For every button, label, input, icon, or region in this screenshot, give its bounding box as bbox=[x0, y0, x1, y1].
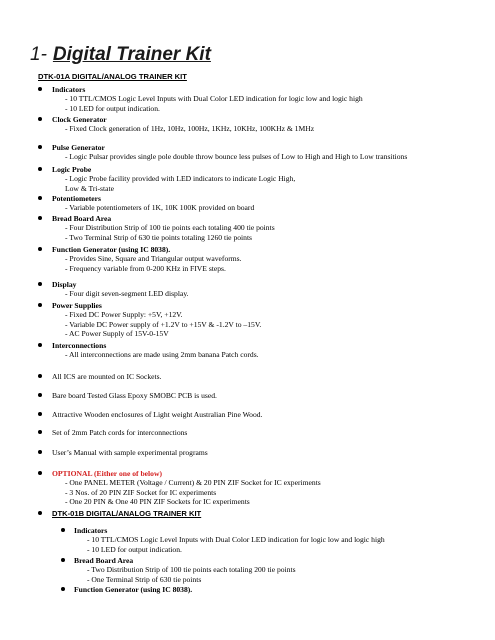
feature-item bbox=[52, 410, 262, 419]
bullet-icon bbox=[38, 87, 42, 91]
bullet-icon bbox=[38, 450, 42, 454]
optional-section-line: - One PANEL METER (Voltage / Current) & 20 PIN ZIF Socket for IC experiments bbox=[65, 478, 321, 488]
kit-a-section-line: Low & Tri-state bbox=[65, 183, 114, 193]
kit-a-section-line: - Fixed DC Power Supply: +5V, +12V. bbox=[65, 310, 183, 320]
kit-a-section-line: - Four Distribution Strip of 100 tie points each totaling 400 tie points bbox=[65, 223, 275, 233]
kit-b-section-heading: Function Generator (using IC 8038). bbox=[74, 585, 193, 594]
bullet-icon bbox=[38, 374, 42, 378]
bullet-icon bbox=[38, 393, 42, 397]
kit-a-section bbox=[52, 143, 407, 162]
kit-a-section-line: - Frequency variable from 0-200 KHz in FIVE steps. bbox=[65, 263, 226, 273]
optional-section bbox=[52, 469, 321, 507]
kit-a-section-heading: Pulse Generator bbox=[52, 143, 105, 152]
bullet-icon bbox=[38, 511, 42, 515]
kit-a-section-heading: Interconnections bbox=[52, 341, 107, 350]
bullet-icon bbox=[61, 528, 65, 532]
kit-a-section-heading: Function Generator (using IC 8038). bbox=[52, 245, 171, 254]
kit-a-section bbox=[52, 165, 295, 193]
kit-b-heading-heading: DTK-01B DIGITAL/ANALOG TRAINER KIT bbox=[52, 509, 202, 518]
feature-item-heading: Bare board Tested Glass Epoxy SMOBC PCB is used. bbox=[52, 391, 217, 400]
optional-section-line: - 3 Nos. of 20 PIN ZIF Socket for IC experiments bbox=[65, 487, 217, 497]
bullet-icon bbox=[61, 587, 65, 591]
kit-b-section-line: - Two Distribution Strip of 100 tie points each totaling 200 tie points bbox=[87, 565, 296, 575]
kit-a-section bbox=[52, 341, 259, 360]
feature-item-heading: User’s Manual with sample experimental programs bbox=[52, 448, 208, 457]
bullet-icon bbox=[61, 558, 65, 562]
kit-a-section-heading: Potentiometers bbox=[52, 194, 101, 203]
bullet-icon bbox=[38, 471, 42, 475]
kit-a-section-line: - All interconnections are made using 2mm banana Patch cords. bbox=[65, 350, 259, 360]
kit-a-section-line: - Variable potentiometers of 1K, 10K 100K provided on board bbox=[65, 203, 255, 213]
kit-a-section-line: - Two Terminal Strip of 630 tie points totaling 1260 tie points bbox=[65, 232, 253, 242]
feature-item-heading: Attractive Wooden enclosures of Light weight Australian Pine Wood. bbox=[52, 410, 263, 419]
kit-a-section bbox=[52, 214, 275, 242]
kit-a-section bbox=[52, 85, 363, 113]
page-title bbox=[30, 44, 211, 66]
kit-a-section-line: - Fixed Clock generation of 1Hz, 10Hz, 100Hz, 1KHz, 10KHz, 100KHz & 1MHz bbox=[65, 124, 315, 134]
bullet-icon bbox=[38, 167, 42, 171]
optional-section-line: - One 20 PIN & One 40 PIN ZIF Sockets for IC experiments bbox=[65, 497, 250, 507]
kit-a-section-heading: Display bbox=[52, 280, 77, 289]
kit-a-section-heading: Bread Board Area bbox=[52, 214, 112, 223]
kit-a-section-heading: Clock Generator bbox=[52, 115, 107, 124]
bullet-icon bbox=[38, 412, 42, 416]
feature-item bbox=[52, 448, 208, 457]
kit-a-section-line: - Variable DC Power supply of +1.2V to +15V & -1.2V to –15V. bbox=[65, 319, 262, 329]
kit-b-section bbox=[74, 526, 385, 554]
title-text: Digital Trainer Kit bbox=[52, 44, 211, 65]
feature-item bbox=[52, 428, 187, 437]
bullet-icon bbox=[38, 430, 42, 434]
kit-a-section bbox=[52, 301, 261, 339]
kit-b-section bbox=[74, 585, 192, 594]
kit-a-section bbox=[52, 245, 242, 273]
bullet-icon bbox=[38, 117, 42, 121]
kit-b-section-heading: Bread Board Area bbox=[74, 556, 134, 565]
kit-a-section-line: - 10 TTL/CMOS Logic Level Inputs with Dual Color LED indication for logic low and logic high bbox=[65, 94, 363, 104]
bullet-icon bbox=[38, 343, 42, 347]
feature-item bbox=[52, 391, 217, 400]
kit-a-section bbox=[52, 115, 314, 134]
kit-a-section-line: - Four digit seven-segment LED display. bbox=[65, 289, 189, 299]
kit-a-section-line: - Logic Pulsar provides single pole double throw bounce less pulses of Low to High and High to Low transitions bbox=[65, 152, 408, 162]
kit-b-section-line: - 10 TTL/CMOS Logic Level Inputs with Dual Color LED indication for logic low and logic high bbox=[87, 535, 385, 545]
bullet-icon bbox=[38, 247, 42, 251]
bullet-icon bbox=[38, 282, 42, 286]
kit-a-section-heading: Power Supplies bbox=[52, 301, 102, 310]
kit-a-section-line: - Logic Probe facility provided with LED indicators to indicate Logic High, bbox=[65, 174, 296, 184]
kit-b-heading bbox=[52, 509, 201, 518]
feature-item-heading: Set of 2mm Patch cords for interconnections bbox=[52, 428, 188, 437]
bullet-icon bbox=[38, 303, 42, 307]
kit-a-section bbox=[52, 280, 189, 299]
kit-a-section-line: - AC Power Supply of 15V-0-15V bbox=[65, 329, 169, 339]
kit-b-section-line: - One Terminal Strip of 630 tie points bbox=[87, 574, 202, 584]
feature-item bbox=[52, 372, 161, 381]
kit-b-section bbox=[74, 556, 296, 584]
feature-item-heading: All ICS are mounted on IC Sockets. bbox=[52, 372, 162, 381]
title-number: 1- bbox=[30, 44, 47, 65]
kit-a-section bbox=[52, 194, 254, 213]
kit-a-section-heading: Logic Probe bbox=[52, 165, 92, 174]
bullet-icon bbox=[38, 196, 42, 200]
kit-a-section-heading: Indicators bbox=[52, 85, 86, 94]
bullet-icon bbox=[38, 216, 42, 220]
kit-a-section-line: - 10 LED for output indication. bbox=[65, 103, 160, 113]
kit-b-section-heading: Indicators bbox=[74, 526, 108, 535]
kit-a-section-line: - Provides Sine, Square and Triangular output waveforms. bbox=[65, 254, 242, 264]
bullet-icon bbox=[38, 145, 42, 149]
kit-b-section-line: - 10 LED for output indication. bbox=[87, 544, 182, 554]
kit-a-heading: DTK-01A DIGITAL/ANALOG TRAINER KIT bbox=[38, 72, 187, 81]
optional-section-heading: OPTIONAL (Either one of below) bbox=[52, 469, 162, 478]
